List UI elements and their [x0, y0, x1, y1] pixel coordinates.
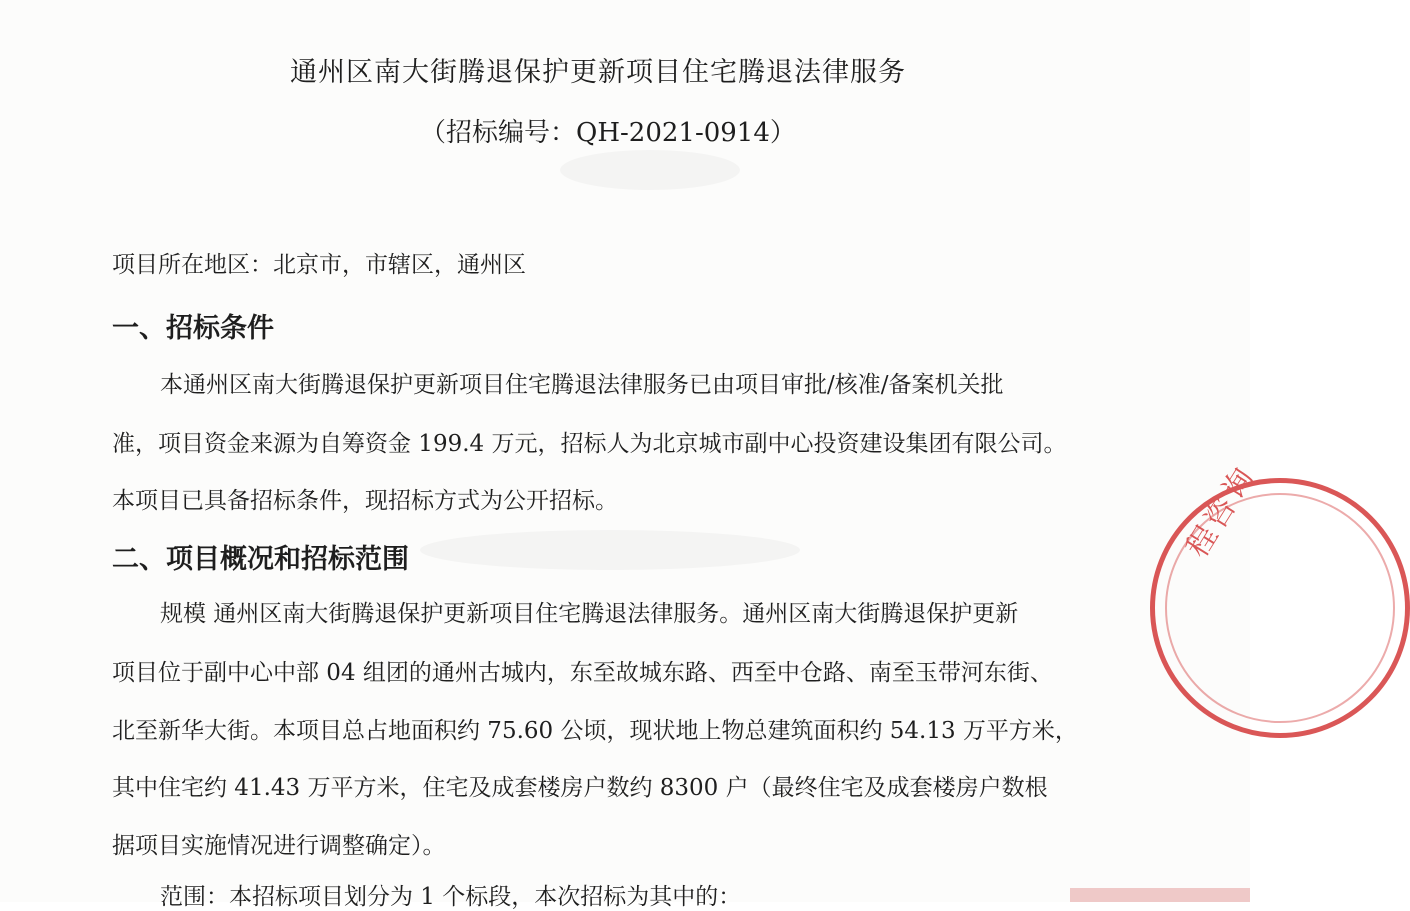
paragraph-line: 项目位于副中心中部 04 组团的通州古城内，东至故城东路、西至中仓路、南至玉带河东街、 — [112, 660, 1053, 686]
tender-number: （招标编号：QH-2021-0914） — [420, 118, 796, 148]
bottom-stamp-fragment — [1070, 888, 1250, 902]
paragraph-line: 据项目实施情况进行调整确定）。 — [112, 833, 446, 859]
paragraph-line: 其中住宅约 41.43 万平方米，住宅及成套楼房户数约 8300 户（最终住宅及成套楼房户数根 — [112, 775, 1048, 801]
paragraph-line: 规模 通州区南大街腾退保护更新项目住宅腾退法律服务。通州区南大街腾退保护更新 — [160, 601, 1019, 627]
paragraph-line: 本项目已具备招标条件，现招标方式为公开招标。 — [112, 488, 618, 514]
paragraph-line: 本通州区南大街腾退保护更新项目住宅腾退法律服务已由项目审批/核准/备案机关批 — [160, 372, 1004, 398]
paragraph-line: 北至新华大街。本项目总占地面积约 75.60 公顷，现状地上物总建筑面积约 54.13 万平方米， — [112, 718, 1078, 744]
paragraph-line: 准，项目资金来源为自筹资金 199.4 万元，招标人为北京城市副中心投资建设集团有限公司。 — [112, 431, 1067, 457]
scan-smudge — [560, 150, 740, 190]
official-seal-stamp — [1150, 458, 1410, 738]
project-region: 项目所在地区：北京市，市辖区，通州区 — [112, 252, 526, 278]
scan-smudge — [420, 530, 800, 570]
section-heading-tender-conditions: 一、招标条件 — [112, 313, 274, 344]
paragraph-line: 范围：本招标项目划分为 1 个标段，本次招标为其中的： — [160, 884, 742, 910]
section-heading-project-overview: 二、项目概况和招标范围 — [112, 544, 409, 575]
seal-text: 程咨询 — [1179, 458, 1264, 564]
document-title: 通州区南大街腾退保护更新项目住宅腾退法律服务 — [290, 57, 906, 88]
